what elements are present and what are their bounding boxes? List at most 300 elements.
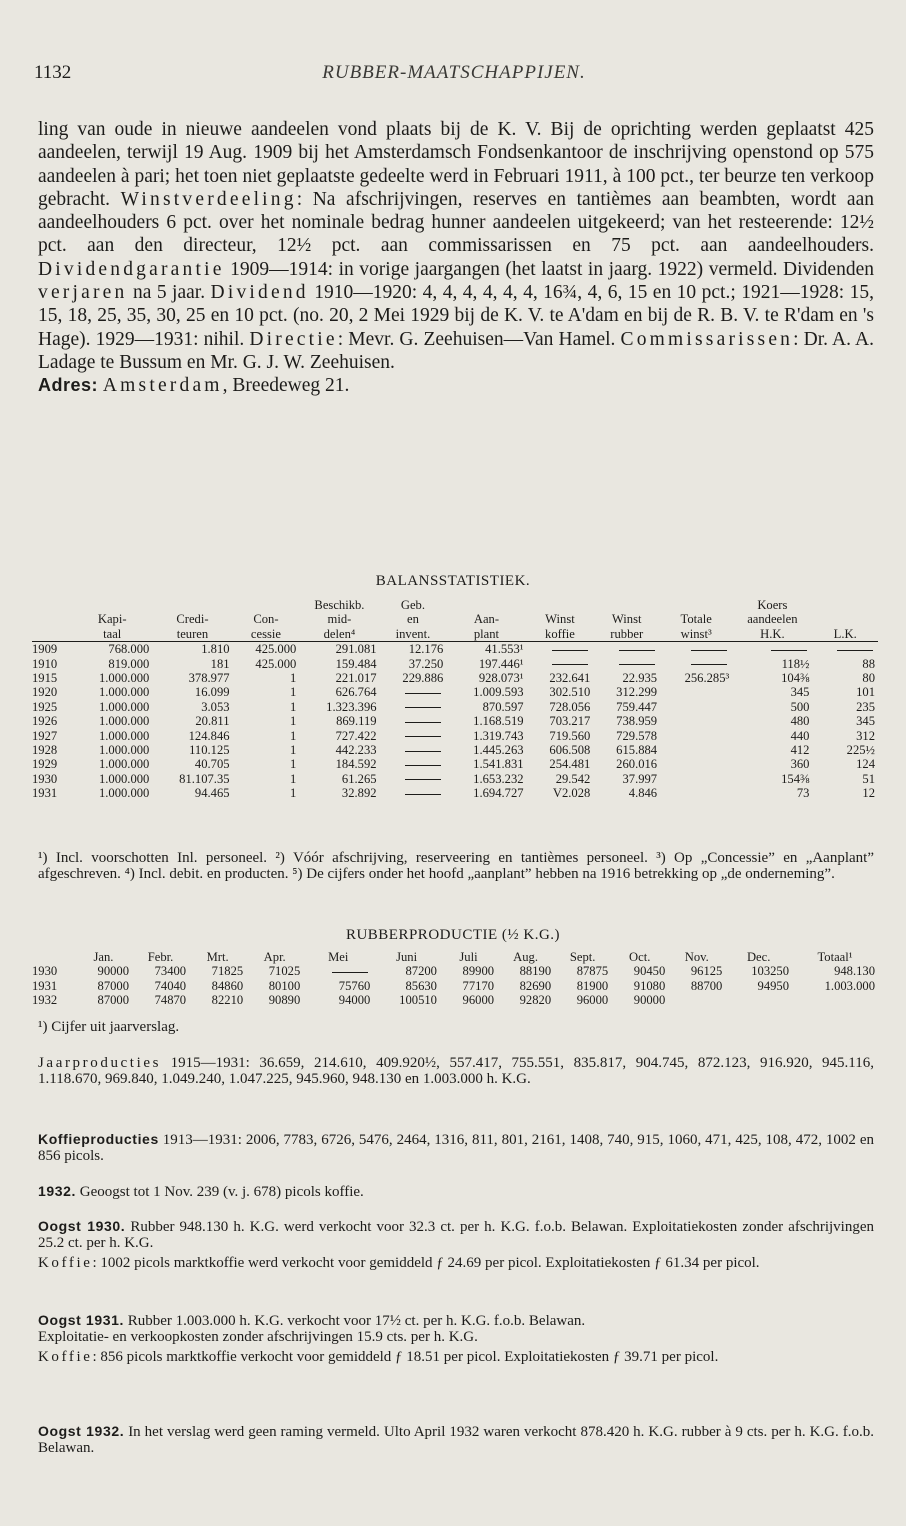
table-cell: 256.285³ xyxy=(684,671,730,686)
table-cell: 378.977 xyxy=(188,671,230,686)
column-header xyxy=(812,598,878,612)
table-cell: 77170 xyxy=(462,978,495,993)
spaced-term: verjaren xyxy=(38,282,128,304)
table-row xyxy=(32,700,878,714)
table-cell: V2.028 xyxy=(552,786,591,801)
table-cell: 197.446¹ xyxy=(478,656,524,671)
table-cell: 768.000 xyxy=(108,642,150,657)
table-cell xyxy=(660,642,732,657)
table-cell: 4.846 xyxy=(628,786,658,801)
address-street: , Breedeweg 21. xyxy=(222,375,350,397)
column-header: Con- xyxy=(253,612,279,627)
table-row xyxy=(32,743,878,757)
table-row xyxy=(32,714,878,728)
table-cell: 1.000.000 xyxy=(98,728,150,743)
column-header xyxy=(32,612,72,626)
table-cell: 1 xyxy=(290,757,297,772)
table-cell: 254.481 xyxy=(549,757,591,772)
table-cell xyxy=(380,743,447,757)
table-cell: 41.553¹ xyxy=(485,642,524,657)
table-cell xyxy=(303,964,373,978)
table-cell xyxy=(732,642,812,657)
table-cell: 82690 xyxy=(519,978,552,993)
table-cell: 1.000.000 xyxy=(98,714,150,729)
bold-label: Oogst 1930. xyxy=(38,1218,126,1234)
harvest-1932-coffee xyxy=(38,1183,874,1200)
table-cell: 90450 xyxy=(633,964,666,979)
table-cell: 87200 xyxy=(405,964,437,979)
column-header: Sept. xyxy=(569,950,596,964)
table-cell: 61.265 xyxy=(341,771,377,786)
table-cell: 869.119 xyxy=(336,714,377,729)
column-header: L.K. xyxy=(812,627,878,642)
text-run: : Mevr. G. Zeehuisen—Van Hamel. xyxy=(337,328,621,350)
table-cell: 1.000.000 xyxy=(98,699,150,714)
table-cell: 221.017 xyxy=(335,671,377,686)
table-cell: 1.445.263 xyxy=(473,743,524,758)
table-cell xyxy=(725,993,792,1007)
table-cell: 1.000.000 xyxy=(98,786,150,801)
page-number: 1132 xyxy=(34,62,72,83)
column-header xyxy=(32,950,75,964)
table-cell: 159.484 xyxy=(335,656,377,671)
table-cell: 20.811 xyxy=(195,714,230,729)
column-header xyxy=(593,598,660,612)
text-run: : 856 picols marktkoffie verkocht voor gemiddeld ƒ 18.51 per picol. Exploitatiekosten ƒ 39.71 per picol. xyxy=(92,1349,719,1366)
table-cell: 75760 xyxy=(338,978,371,993)
table-cell: 1 xyxy=(290,685,297,700)
column-header xyxy=(812,612,878,626)
dash-mark xyxy=(552,650,588,651)
spaced-term: Commissarissen xyxy=(620,328,794,350)
table-cell: 73 xyxy=(796,786,810,801)
column-header: H.K. xyxy=(732,627,812,642)
table-cell: 1.541.831 xyxy=(473,757,524,772)
row-year: 1909 xyxy=(32,642,58,657)
table-cell: 425.000 xyxy=(255,642,297,657)
text-run: ling van oude in nieuwe aandeelen vond plaats bij de K. V. Bij de oprichting werden geplaatst 425 aandeelen, terwijl 19 Aug. 1909 bij het Amsterdamsch Fondsenkantoor de inschrijving openstond op 575 aandeelen à pari; het toen niet geplaatste gedeelte werd in Februari 1911, à 100 pct., ter beurze ten verkoop gebracht. xyxy=(38,119,874,210)
company-description xyxy=(38,118,874,398)
column-header: Winst xyxy=(545,612,575,627)
table-cell: 1.000.000 xyxy=(98,771,150,786)
table-cell: 80 xyxy=(862,671,875,686)
column-header xyxy=(446,598,526,612)
table-cell: 1.319.743 xyxy=(473,728,524,743)
harvest-1932 xyxy=(38,1423,874,1456)
column-header: Mei xyxy=(328,950,349,964)
table-cell: 312.299 xyxy=(616,685,658,700)
table-cell: 870.597 xyxy=(482,699,524,714)
table-cell: 12 xyxy=(862,786,875,801)
table-cell: 1.168.519 xyxy=(473,714,524,729)
header-row xyxy=(32,598,878,612)
table-cell: 184.592 xyxy=(335,757,377,772)
column-header: Oct. xyxy=(629,950,651,964)
table-cell xyxy=(527,642,594,657)
column-header: Febr. xyxy=(147,950,174,964)
table-cell: 87000 xyxy=(97,978,129,993)
column-header: mid- xyxy=(327,612,352,627)
column-header xyxy=(72,598,152,612)
address-line xyxy=(38,374,874,397)
dash-mark xyxy=(332,972,368,973)
column-header: Koers xyxy=(757,598,788,612)
table-cell xyxy=(660,772,732,786)
table-cell: 948.130 xyxy=(834,964,875,979)
column-header: Totale xyxy=(680,612,712,627)
table-cell: 1.000.000 xyxy=(98,685,150,700)
table-cell xyxy=(380,786,447,800)
row-year: 1931 xyxy=(32,978,58,993)
spaced-term: Koffie xyxy=(38,1349,93,1366)
table-cell: 96000 xyxy=(462,993,495,1008)
table-cell: 1.323.396 xyxy=(326,699,377,714)
row-year: 1930 xyxy=(32,964,58,979)
spaced-term: Directie xyxy=(249,328,338,350)
dash-mark xyxy=(405,779,441,780)
table-cell: 442.233 xyxy=(335,743,377,758)
table-cell: 345 xyxy=(856,714,875,729)
table-cell: 727.422 xyxy=(335,728,377,743)
table-row xyxy=(32,657,878,671)
page-header xyxy=(34,62,874,90)
table-cell: 412 xyxy=(790,743,810,758)
table-cell: 606.508 xyxy=(549,743,591,758)
column-header: winst³ xyxy=(660,627,732,642)
table-cell: 124.846 xyxy=(188,728,230,743)
table-cell: 22.935 xyxy=(622,671,658,686)
table-cell: 37.997 xyxy=(622,771,658,786)
balance-title: BALANSSTATISTIEK. xyxy=(375,573,531,589)
running-title: RUBBER-MAATSCHAPPIJEN. xyxy=(322,62,586,83)
table-cell xyxy=(660,729,732,743)
table-row xyxy=(32,671,878,685)
dash-mark xyxy=(405,736,441,737)
table-cell: 96125 xyxy=(690,964,723,979)
table-cell: 235 xyxy=(856,699,875,714)
column-header: plant xyxy=(446,627,526,642)
table-cell xyxy=(593,642,660,657)
table-cell xyxy=(660,714,732,728)
table-cell: 1.000.000 xyxy=(98,757,150,772)
rubber-footnote: ¹) Cijfer uit jaarverslag. xyxy=(38,1019,180,1035)
spaced-term: Koffie xyxy=(38,1255,93,1272)
table-cell: 87875 xyxy=(576,964,609,979)
table-cell: 302.510 xyxy=(549,685,591,700)
table-cell xyxy=(380,714,447,728)
column-header: Jan. xyxy=(93,950,114,964)
table-cell: 71825 xyxy=(211,964,244,979)
table-row xyxy=(32,979,878,993)
table-cell: 104⅜ xyxy=(781,671,810,686)
text-run: 1909—1914: in vorige jaargangen (het laatst in jaarg. 1922) vermeld. Dividenden xyxy=(224,258,874,280)
dash-mark xyxy=(691,664,727,665)
table-cell xyxy=(593,657,660,671)
column-header: rubber xyxy=(593,627,660,642)
table-cell xyxy=(660,685,732,699)
table-cell xyxy=(380,685,447,699)
table-cell: 74870 xyxy=(154,993,187,1008)
table-cell: 728.056 xyxy=(549,699,591,714)
table-cell: 124 xyxy=(856,757,875,772)
row-year: 1920 xyxy=(32,685,58,700)
header-row xyxy=(32,950,878,964)
table-cell: 85630 xyxy=(405,978,437,993)
table-cell: 88700 xyxy=(690,978,723,993)
balance-table xyxy=(32,598,878,801)
table-cell: 101 xyxy=(856,685,875,700)
spaced-term: Dividend xyxy=(210,282,309,304)
table-cell xyxy=(380,772,447,786)
bold-label: Oogst 1931. xyxy=(38,1312,124,1328)
column-header: Juli xyxy=(459,950,478,964)
table-cell: 73400 xyxy=(154,964,187,979)
table-cell: 719.560 xyxy=(549,728,591,743)
table-cell xyxy=(660,743,732,757)
table-cell: 103250 xyxy=(751,964,790,979)
column-header: Credi- xyxy=(176,612,209,627)
footnote-text: ¹) Incl. voorschotten Inl. personeel. ²) Vóór afschrijving, reserveering en tantièmes personeel. ³) Op „Concessie” en „Aanplant” afgeschreven. ⁴) Incl. debit. en producten. ⁵) De cijfers onder het hoofd „aanplant” hebben na 1916 betrekking op „de onderneming”. xyxy=(38,850,874,883)
table-cell: 500 xyxy=(790,699,810,714)
dash-mark xyxy=(771,650,807,651)
rubber-title: RUBBERPRODUCTIE (½ K.G.) xyxy=(345,927,561,943)
column-header: Aan- xyxy=(473,612,500,627)
table-row xyxy=(32,642,878,657)
column-header xyxy=(152,598,232,612)
text-run: 1915—1931: 36.659, 214.610, 409.920½, 557.417, 755.551, 835.817, 904.745, 872.123, 916.920, 945.116, 1.118.670, 969.840, 1.049.240, 1.047.225, 945.960, 948.130 en 1.003.000 h. K.G. xyxy=(38,1055,874,1088)
table-cell: 729.578 xyxy=(616,728,658,743)
table-cell: 1 xyxy=(290,786,297,801)
table-cell: 703.217 xyxy=(549,714,591,729)
table-cell xyxy=(812,642,878,657)
table-cell: 1 xyxy=(290,728,297,743)
dash-mark xyxy=(837,650,873,651)
column-header xyxy=(32,627,72,642)
dash-mark xyxy=(405,751,441,752)
address-label: Adres: xyxy=(38,375,99,396)
dash-mark xyxy=(552,664,588,665)
row-year: 1926 xyxy=(32,714,58,729)
column-header: aandeelen xyxy=(747,612,798,627)
table-cell: 118½ xyxy=(781,656,810,671)
table-cell xyxy=(660,700,732,714)
table-cell: 88 xyxy=(862,656,875,671)
column-header xyxy=(660,598,732,612)
text-run: In het verslag werd geen raming vermeld. Ulto April 1932 waren verkocht 878.420 h. K.G. rubber à 9 cts. per h. K.G. f.o.b. Belawan. xyxy=(38,1424,874,1457)
table-cell: 110.125 xyxy=(189,743,230,758)
balance-footnotes xyxy=(38,850,874,883)
column-header: Winst xyxy=(611,612,642,627)
table-cell: 345 xyxy=(790,685,810,700)
table-row xyxy=(32,757,878,771)
table-row xyxy=(32,685,878,699)
table-row xyxy=(32,964,878,978)
dash-mark xyxy=(691,650,727,651)
column-header: Juni xyxy=(396,950,418,964)
table-cell: 1.000.000 xyxy=(98,743,150,758)
table-cell: 29.542 xyxy=(555,771,591,786)
table-cell: 480 xyxy=(790,714,810,729)
table-cell: 32.892 xyxy=(341,786,377,801)
dash-mark xyxy=(405,765,441,766)
text-run: 1913—1931: 2006, 7783, 6726, 5476, 2464, 1316, 811, 801, 2161, 1408, 740, 915, 1060, 471, 425, 108, 472, 1002 en 856 picols. xyxy=(38,1132,874,1165)
column-header: delen⁴ xyxy=(299,627,379,642)
table-cell: 260.016 xyxy=(616,757,658,772)
column-header: Totaal¹ xyxy=(817,950,853,964)
table-cell: 81.107.35 xyxy=(179,771,230,786)
table-cell: 71025 xyxy=(268,964,301,979)
dash-mark xyxy=(405,722,441,723)
table-cell: 229.886 xyxy=(402,671,444,686)
column-header: Apr. xyxy=(263,950,286,964)
column-header: en xyxy=(406,612,419,627)
text-run: Exploitatie- en verkoopkosten zonder afschrijvingen 15.9 cts. per h. K.G. xyxy=(38,1329,478,1346)
header-row xyxy=(32,612,878,626)
table-cell xyxy=(380,729,447,743)
row-year: 1915 xyxy=(32,671,58,686)
table-cell: 440 xyxy=(790,728,810,743)
table-cell: 94.465 xyxy=(194,786,230,801)
table-cell: 232.641 xyxy=(549,671,591,686)
table-cell: 1 xyxy=(290,699,297,714)
row-year: 1925 xyxy=(32,699,58,714)
table-cell: 90000 xyxy=(97,964,129,979)
table-cell xyxy=(668,993,725,1007)
table-cell: 1.009.593 xyxy=(473,685,524,700)
table-cell: 1.653.232 xyxy=(473,771,524,786)
table-cell xyxy=(380,700,447,714)
table-cell: 1.000.000 xyxy=(98,671,150,686)
harvest-1930 xyxy=(38,1218,874,1272)
table-cell xyxy=(792,993,878,1007)
column-header: koffie xyxy=(527,627,594,642)
table-cell: 80100 xyxy=(268,978,301,993)
dash-mark xyxy=(619,664,655,665)
table-cell: 615.884 xyxy=(616,743,658,758)
table-row xyxy=(32,729,878,743)
harvest-1931 xyxy=(38,1312,874,1366)
table-cell: 928.073¹ xyxy=(478,671,524,686)
table-cell: 360 xyxy=(790,757,810,772)
table-cell: 12.176 xyxy=(408,642,444,657)
table-cell: 759.447 xyxy=(616,699,658,714)
spaced-term: Dividendgarantie xyxy=(38,258,225,280)
text-run: : Dr. A. A. Ladage te Bussum en Mr. G. J. W. Zeehuisen. xyxy=(38,328,874,373)
header-row xyxy=(32,627,878,642)
text-run: : 1002 picols marktkoffie werd verkocht voor gemiddeld ƒ 24.69 per picol. Exploitatiekosten ƒ 61.34 per picol. xyxy=(92,1255,760,1272)
text-run: Geoogst tot 1 Nov. 239 (v. j. 678) picols koffie. xyxy=(76,1184,364,1200)
table-cell xyxy=(660,757,732,771)
coffee-productions xyxy=(38,1131,874,1164)
table-cell: 87000 xyxy=(97,993,129,1008)
text-run: : Na afschrijvingen, reserves en tantièmes aan beambten, wordt aan aandeelhouders 6 pct. over het nominale bedrag hunner aandeelen uitgekeerd; van het resteerende: 12½ pct. aan den directeur, 12½ pct. aan commissarissen en 75 pct. aan aandeelhouders. xyxy=(38,188,874,257)
table-cell: 51 xyxy=(862,771,875,786)
dash-mark xyxy=(405,707,441,708)
table-cell: 312 xyxy=(856,728,875,743)
column-header xyxy=(233,598,300,612)
table-row xyxy=(32,993,878,1007)
year-productions xyxy=(38,1055,874,1087)
column-header: cessie xyxy=(233,627,300,642)
table-cell: 154⅜ xyxy=(781,771,810,786)
table-cell: 84860 xyxy=(211,978,244,993)
row-year: 1927 xyxy=(32,728,58,743)
rubber-table xyxy=(32,950,878,1008)
dash-mark xyxy=(405,794,441,795)
text-run: 1910—1920: 4, 4, 4, 4, 4, 4, 16¾, 4, 6, 15 en 10 pct.; 1921—1928: 15, 15, 18, 25, 35, 30, 25 en 10 pct. (no. 20, 2 Mei 1929 bij de K. V. te A'dam en bij de R. B. V. te R'dam en 's Hage). 1929—1931: nihil. xyxy=(38,282,874,350)
dash-mark xyxy=(405,693,441,694)
row-year: 1910 xyxy=(32,656,58,671)
spaced-term: Jaarproducties xyxy=(38,1055,162,1071)
bold-label: Koffieproducties xyxy=(38,1131,159,1147)
bold-label: 1932. xyxy=(38,1183,77,1199)
column-header: Geb. xyxy=(400,598,425,612)
table-cell: 37.250 xyxy=(408,656,444,671)
table-cell: 90890 xyxy=(268,993,301,1008)
table-cell: 90000 xyxy=(633,993,666,1008)
text-run: na 5 jaar. xyxy=(127,282,211,304)
table-row xyxy=(32,772,878,786)
table-cell xyxy=(380,757,447,771)
table-cell: 181 xyxy=(210,656,230,671)
column-header: Nov. xyxy=(684,950,709,964)
column-header: invent. xyxy=(380,627,447,642)
table-cell: 89900 xyxy=(462,964,495,979)
column-header xyxy=(527,598,594,612)
table-cell: 1.694.727 xyxy=(473,786,524,801)
table-cell xyxy=(527,657,594,671)
bold-label: Oogst 1932. xyxy=(38,1423,125,1439)
column-header: Dec. xyxy=(746,950,771,964)
table-cell: 88190 xyxy=(519,964,552,979)
column-header: taal xyxy=(72,627,152,642)
table-cell: 1.810 xyxy=(201,642,230,657)
table-cell: 1 xyxy=(290,671,297,686)
row-year: 1930 xyxy=(32,771,58,786)
table-cell: 82210 xyxy=(211,993,244,1008)
column-header: Aug. xyxy=(513,950,538,964)
table-cell: 425.000 xyxy=(255,656,297,671)
text-run: Rubber 1.003.000 h. K.G. verkocht voor 17½ ct. per h. K.G. f.o.b. Belawan. xyxy=(123,1313,586,1329)
column-header: Kapi- xyxy=(97,612,127,627)
table-cell: 16.099 xyxy=(194,685,230,700)
table-cell: 74040 xyxy=(154,978,187,993)
table-cell: 94950 xyxy=(757,978,790,993)
dash-mark xyxy=(619,650,655,651)
row-year: 1931 xyxy=(32,786,58,801)
table-cell: 291.081 xyxy=(335,642,377,657)
table-cell: 1 xyxy=(290,714,297,729)
table-cell: 91080 xyxy=(633,978,666,993)
row-year: 1928 xyxy=(32,743,58,758)
row-year: 1929 xyxy=(32,757,58,772)
table-cell: 40.705 xyxy=(194,757,230,772)
column-header: Mrt. xyxy=(206,950,229,964)
description-paragraph xyxy=(38,118,874,374)
table-cell: 1 xyxy=(290,743,297,758)
address-city: Amsterdam xyxy=(102,375,223,397)
table-cell: 3.053 xyxy=(201,699,230,714)
column-header: Beschikb. xyxy=(314,598,365,612)
table-cell xyxy=(660,786,732,800)
table-cell: 225½ xyxy=(846,743,875,758)
table-row xyxy=(32,786,878,800)
table-cell: 100510 xyxy=(399,993,437,1008)
table-cell: 94000 xyxy=(338,993,371,1008)
table-cell: 92820 xyxy=(519,993,552,1008)
column-header xyxy=(32,598,72,612)
row-year: 1932 xyxy=(32,993,58,1008)
